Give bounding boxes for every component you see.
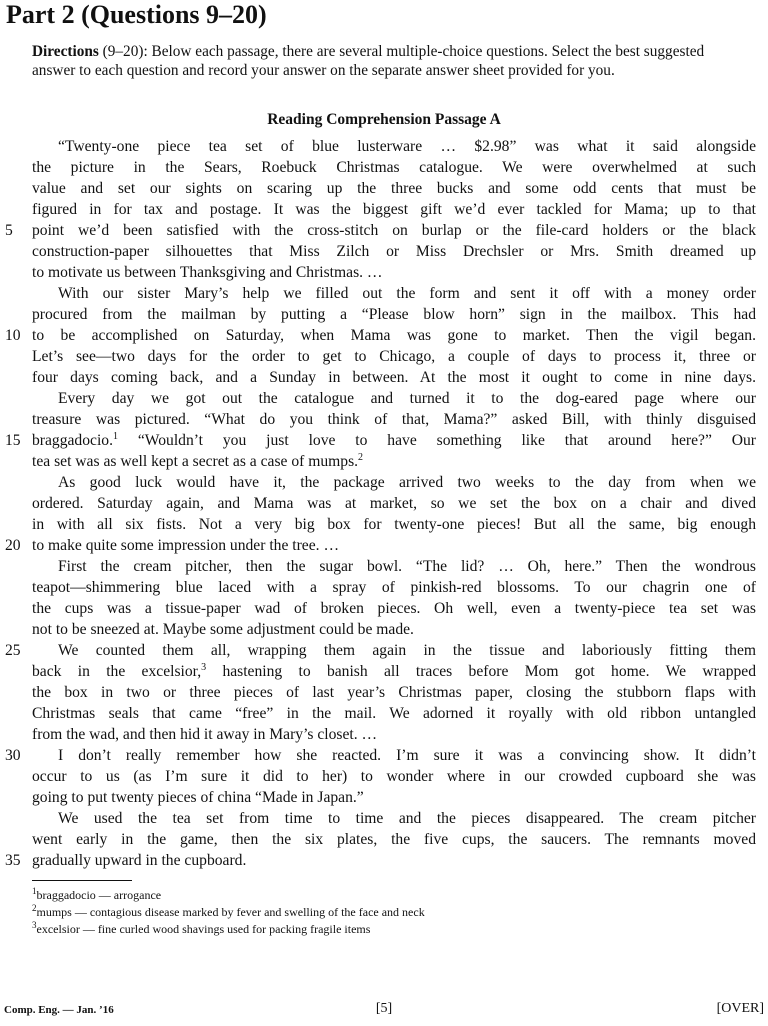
line-number: 5 <box>5 222 13 239</box>
passage-line: We counted them all, wrapping them again in the tissue and laboriously fitting them <box>58 642 756 659</box>
passage-line: “Twenty-one piece tea set of blue lusterware … $2.98” was what it said alongside <box>58 138 756 155</box>
passage-line: First the cream pitcher, then the sugar bowl. “The lid? … Oh, here.” Then the wondrous <box>58 558 756 575</box>
footnote: $^3$excelsior — fine curled wood shavings used for packing fragile items <box>32 920 371 936</box>
passage-line: procured from the mailman by putting a “Please blow horn” sign in the mailbox. This had <box>32 306 756 323</box>
passage-line: construction-paper silhouettes that Miss Zilch or Miss Drechsler or Mrs. Smith dreamed up <box>32 243 756 260</box>
directions-text: (9–20): Below each passage, there are several multiple-choice questions. Select the best suggested answer to each question and record your answer on the separate answer sheet provided for you. <box>32 43 705 79</box>
passage-line: I don’t really remember how she reacted. I’m sure it was a convincing show. It didn’t <box>58 747 756 764</box>
line-number: 15 <box>5 432 21 449</box>
passage-line: figured in for tax and postage. It was the biggest gift we’d ever tackled for Mama; up to that <box>32 201 756 218</box>
passage-line: tea set was as well kept a secret as a case of mumps.$^2$ <box>32 451 364 470</box>
passage-line: We used the tea set from time to time and the pieces disappeared. The cream pitcher <box>58 810 756 827</box>
passage-line: the picture in the Sears, Roebuck Christmas catalogue. We were overwhelmed at such <box>32 159 756 176</box>
passage-line: to motivate us between Thanksgiving and Christmas. … <box>32 264 383 281</box>
passage-line: in with all six fists. Not a very big box for twenty-one pieces! But all the same, big enough <box>32 516 756 533</box>
passage-line: went early in the game, then the six plates, the five cups, the saucers. The remnants moved <box>32 831 756 848</box>
passage-line: teapot—shimmering blue laced with a spray of pinkish-red blossoms. To our chagrin one of <box>32 579 756 596</box>
passage-line: back in the excelsior,$^3$ hastening to banish all traces before Mom got home. We wrapped <box>32 661 757 680</box>
passage-line: the cups was a tissue-paper wad of broken pieces. Oh well, even a twenty-piece tea set was <box>32 600 756 617</box>
line-number: 30 <box>5 747 21 764</box>
passage-line: four days coming back, and a Sunday in between. At the most it ought to come in nine days. <box>32 369 756 386</box>
directions <box>32 42 744 80</box>
line-number: 20 <box>5 537 21 554</box>
footnote-ref: 1 <box>112 430 118 442</box>
passage-line: occur to us (as I’m sure it did to her) to wonder where in our crowded cupboard she was <box>32 768 756 785</box>
footnote-rule <box>32 880 132 881</box>
passage-line: Let’s see—two days for the order to get to Chicago, a couple of days to process it, three or <box>32 348 756 365</box>
passage-line: to be accomplished on Saturday, when Mama was gone to market. Then the vigil began. <box>32 327 756 344</box>
line-number: 10 <box>5 327 21 344</box>
passage-line: to make quite some impression under the tree. … <box>32 537 340 554</box>
footer-over-label: [OVER] <box>716 1001 764 1016</box>
passage-title: Reading Comprehension Passage A <box>267 111 501 128</box>
passage-line: braggadocio.$^1$ “Wouldn’t you just love to have something like that around here?” Our <box>32 430 756 449</box>
page-heading: Part 2 (Questions 9–20) <box>6 0 267 29</box>
passage-line: not to be sneezed at. Maybe some adjustment could be made. <box>32 621 414 638</box>
passage-line: from the wad, and then hid it away in Mary’s closet. … <box>32 726 378 743</box>
passage-line: ordered. Saturday again, and Mama was at market, so we set the box on a chair and dived <box>32 495 756 512</box>
line-number: 25 <box>5 642 21 659</box>
page-number: [5] <box>375 1001 393 1016</box>
footnote-ref: 2 <box>358 451 364 463</box>
directions-label: Directions <box>32 43 99 60</box>
passage-line: Christmas seals that came “free” in the mail. We adorned it royally with old ribbon untangled <box>32 705 756 722</box>
passage-line: going to put twenty pieces of china “Made in Japan.” <box>32 789 364 806</box>
passage-line: value and set our sights on scaring up the three bucks and some odd cents that must be <box>32 180 756 197</box>
passage-line: treasure was pictured. “What do you think of that, Mama?” asked Bill, with thinly disguised <box>32 411 756 428</box>
passage-line: As good luck would have it, the package arrived two weeks to the day from when we <box>58 474 756 491</box>
footnote-ref: 3 <box>201 661 207 673</box>
footnote: $^1$braggadocio — arrogance <box>32 886 162 902</box>
passage-line: gradually upward in the cupboard. <box>32 852 247 869</box>
footnote: $^2$mumps — contagious disease marked by fever and swelling of the face and neck <box>32 903 425 919</box>
line-number: 35 <box>5 852 21 869</box>
passage-line: With our sister Mary’s help we filled out the form and sent it off with a money order <box>58 285 756 302</box>
footer-exam-label: Comp. Eng. — Jan. ’16 <box>4 1004 114 1016</box>
passage-line: Every day we got out the catalogue and turned it to the dog-eared page where our <box>58 390 756 407</box>
passage-line: the box in two or three pieces of last year’s Christmas paper, closing the stubborn flaps with <box>32 684 756 701</box>
passage-line: point we’d been satisfied with the cross-stitch on burlap or the file-card holders or the black <box>32 222 756 239</box>
